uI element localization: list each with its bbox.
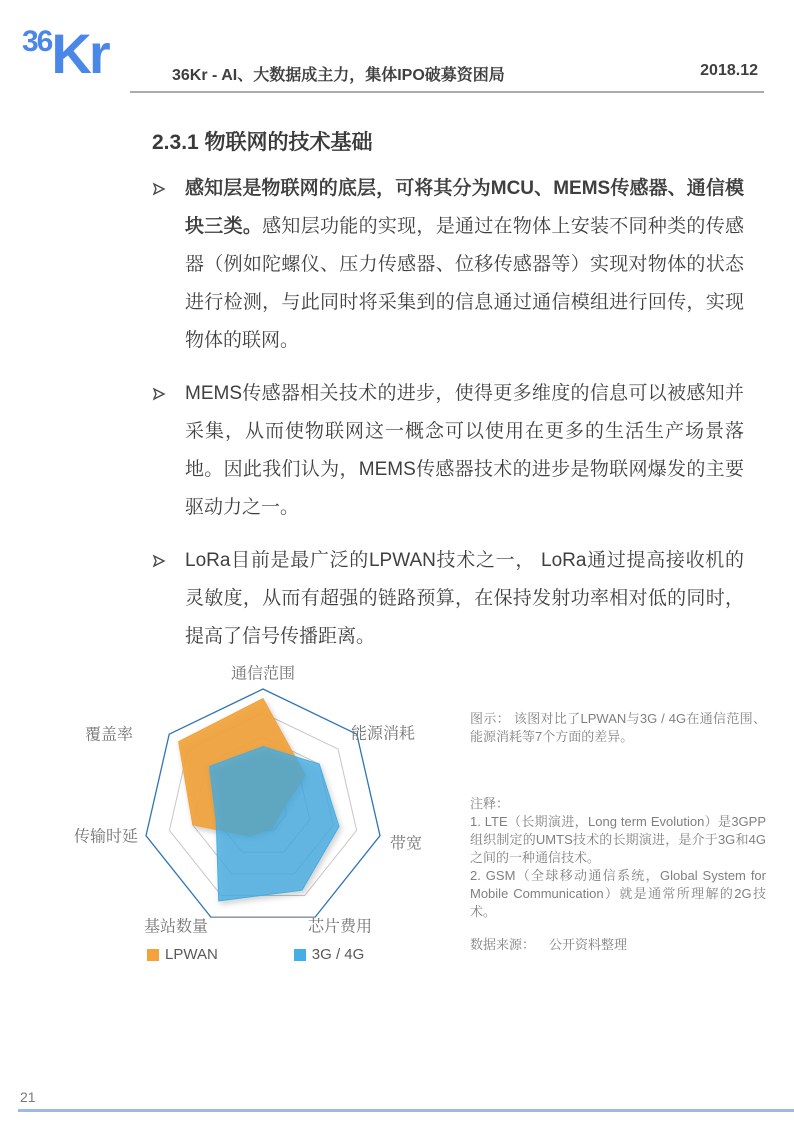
radar-chart-svg: [0, 640, 460, 990]
radar-axis-label: 基站数量: [143, 918, 209, 936]
radar-axis-label: 芯片费用: [307, 918, 373, 936]
legend-item-3g4g: [294, 946, 365, 963]
bullet-item: [152, 170, 744, 360]
logo-36-text: 36: [22, 25, 52, 58]
36kr-logo: [22, 22, 108, 85]
note-item: 1. LTE（长期演进，Long term Evolution）是3GPP组织制定的UMTS技术的长期演进，是介于3G和4G之间的一种通信技术。: [470, 814, 766, 865]
data-source: [470, 934, 627, 953]
radar-axis-label: 能源消耗: [350, 725, 416, 743]
chart-legend: [147, 946, 364, 963]
bullet-body: MEMS传感器相关技术的进步，使得更多维度的信息可以被感知并采集，从而使物联网这一概念可以使用在更多的生活生产场景落地。因此我们认为，MEMS传感器技术的进步是物联网爆发的主要驱动力之一。: [185, 383, 744, 518]
radar-axis-label: 覆盖率: [84, 726, 134, 744]
lpwan-swatch-icon: [147, 949, 159, 961]
note-item: 2. GSM（全球移动通信系统，Global System for Mobile Communication）就是通常所理解的2G技术。: [470, 868, 766, 919]
figure-caption: 图示： 该图对比了LPWAN与3G / 4G在通信范围、能源消耗等7个方面的差异。: [470, 711, 766, 744]
legend-item-lpwan: [147, 946, 218, 963]
logo-kr-text: Kr: [51, 22, 108, 85]
data-source-text: 公开资料整理: [549, 937, 628, 952]
bullet-list: [152, 170, 744, 671]
bullet-text: [185, 375, 744, 527]
bullet-body: 感知层功能的实现，是通过在物体上安装不同种类的传感器（例如陀螺仪、压力传感器、位移传感器等）实现对物体的状态进行检测，与此同时将采集到的信息通过通信模组进行回传，实现物体的联网。: [185, 216, 744, 351]
legend-label: LPWAN: [165, 946, 218, 963]
radar-axis-label: 传输时延: [73, 828, 139, 846]
notes-label: 注释：: [470, 796, 510, 811]
bullet-lead-bold: 感知层是物联网的底层，可将其分为MCU、MEMS传感器、通信模块三类。: [185, 178, 744, 237]
radar-axis-label: 带宽: [389, 835, 423, 853]
bullet-arrow-icon: [152, 542, 185, 656]
legend-label: 3G / 4G: [311, 946, 365, 963]
radar-axis-label: 通信范围: [230, 665, 296, 683]
3g4g-swatch-icon: [294, 949, 306, 961]
header-date: 2018.12: [700, 62, 758, 79]
section-heading: 2.3.1 物联网的技术基础: [152, 131, 373, 154]
footer-bar: [18, 1109, 794, 1112]
bullet-arrow-icon: [152, 170, 185, 360]
header-rule: [130, 91, 764, 93]
header-title: 36Kr - AI、大数据成主力，集体IPO破募资困局: [172, 67, 505, 84]
bullet-arrow-icon: [152, 375, 185, 527]
notes-block: [470, 795, 766, 921]
bullet-item: [152, 375, 744, 527]
bullet-text: [185, 542, 744, 656]
page-number: 21: [20, 1089, 36, 1105]
data-source-label: 数据来源：: [470, 937, 536, 952]
radar-series-3g4g: [210, 747, 340, 901]
bullet-item: [152, 542, 744, 656]
bullet-text: [185, 170, 744, 360]
bullet-body: LoRa目前是最广泛的LPWAN技术之一， LoRa通过提高接收机的灵敏度，从而有超强的链路预算，在保持发射功率相对低的同时，提高了信号传播距离。: [185, 550, 744, 647]
